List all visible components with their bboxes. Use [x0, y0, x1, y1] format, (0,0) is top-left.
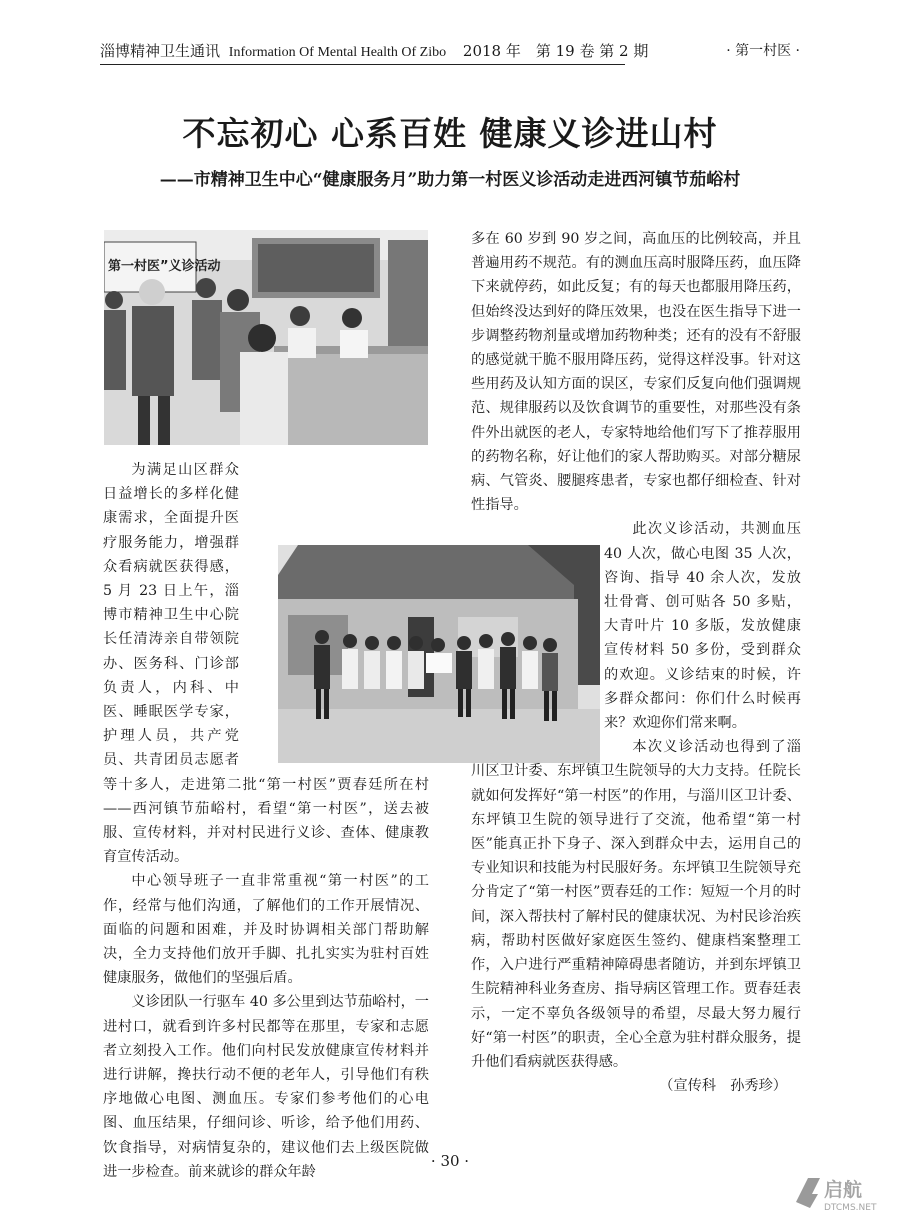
- photo2-wrap-space-right: [471, 517, 604, 757]
- paragraph-support: 本次义诊活动也得到了淄川区卫计委、东坪镇卫生院领导的大力支持。任院长就如何发挥好“第一村医”的作用，与淄川区卫计委、东坪镇卫生院的领导进行了交流，他希望“第一村医”能真正扑下身子、深入到群众中去，运用自己的专业知识和技能为村民服好务。东坪镇卫生院领导充分肯定了“第一村医”贾春廷的工作：短短一个月的时间，深入帮扶村了解村民的健康状况、为村民诊治疾病，帮助村医做好家庭医生签约、健康档案整理工作，入户进行严重精神障碍患者随访，并到东坪镇卫生院精神科业务查房、指导病区管理工作。贾春廷表示，一定不辜负各级领导的希望，尽最大努力履行好“第一村医”的职责，全心全意为驻村群众服务，提升他们看病就医获得感。: [471, 739, 801, 1070]
- photo2-wrap-space: [239, 458, 429, 764]
- article-title: 不忘初心 心系百姓 健康义诊进山村: [182, 114, 718, 153]
- article-subtitle: ——市精神卫生中心“健康服务月”助力第一村医义诊活动走进西河镇节茄峪村: [159, 170, 741, 190]
- paragraph-team: 义诊团队一行驱车 40 多公里到达节茄峪村，一进村口，就看到许多村民都等在那里，专家和志愿者立刻投入工作。他们向村民发放健康宣传材料并进行讲解，搀扶行动不便的老年人，引导他们有秩序地做心电图、测血压。专家们参考他们的心电图、血压结果，仔细问诊、听诊，给予他们用药、饮食指导，对病情复杂的，建议他们去上级医院做进一步检查。前来就诊的群众年龄: [103, 994, 429, 1180]
- paragraph-intro-text: 为满足山区群众日益增长的多样化健康需求，全面提升医疗服务能力，增强群众看病就医获得感，5 月 23 日上午，淄博市精神卫生中心院长任清涛亲自带领院办、医务科、门诊部负责人，内科、中医、睡眠医学专家，护理人员，共产党员、共青团员志愿者等十多人，走进第二批“第一村医”贾春廷所在村——西河镇节茄峪村，看望“第一村医”，送去被服、宣传材料，并对村民进行义诊、查体、健康教育宣传活动。: [103, 462, 429, 866]
- photo-banner-text: 第一村医”义诊活动: [108, 259, 221, 274]
- section-label: · 第一村医 ·: [726, 43, 800, 59]
- paragraph-statistics-text: 此次义诊活动，共测血压 40 人次，做心电图 35 人次，咨询、指导 40 余人次，发放壮骨膏、创可贴各 50 多贴，大青叶片 10 多版，发放健康宣传材料 50 多份，受到群众的欢迎。义诊结束的时候，许多群众都问：你们什么时候再来？欢迎你们常来啊。: [604, 521, 801, 732]
- paragraph-intro: [103, 458, 429, 869]
- watermark-logo-image: [790, 1172, 890, 1214]
- journal-title-en: Information Of Mental Health Of Zibo: [228, 45, 447, 60]
- left-column: [103, 458, 429, 1184]
- watermark-logo: [790, 1172, 890, 1214]
- page-number: · 30 ·: [430, 1152, 470, 1170]
- paragraph-leadership: 中心领导班子一直非常重视“第一村医”的工作，经常与他们沟通，了解他们的工作开展情况、面临的问题和困难，并及时协调相关部门帮助解决，全力支持他们放开手脚、扎扎实实为驻村百姓健康服务，做他们的坚强后盾。: [103, 873, 429, 987]
- photo-clinic-interior-image: [104, 230, 428, 445]
- journal-title: [100, 40, 648, 61]
- paragraph-continuation: 多在 60 岁到 90 岁之间，高血压的比例较高，并且普遍用药不规范。有的测血压高时服降压药，血压降下来就停药，如此反复；有的每天也都服用降压药，但始终没达到好的降压效果，也没在医生指导下进一步调整药物剂量或增加药物种类；还有的没有不舒服的感觉就干脆不服用降压药，觉得这样没事。针对这些用药及认知方面的误区，专家们反复向他们强调规范、规律服药以及饮食调节的重要性，对那些没有条件外出就医的老人，专家特地给他们写下了推荐服用的药物名称，好让他们的家人帮助购买。对部分糖尿病、气管炎、腰腿疼患者，专家也都仔细检查、针对性指导。: [471, 231, 801, 514]
- article-signature: （宣传科 孙秀珍）: [659, 1078, 787, 1095]
- paragraph-statistics: [471, 517, 801, 735]
- journal-title-cn: 淄博精神卫生通讯: [100, 42, 221, 60]
- right-column: [471, 227, 801, 1098]
- svg-text:启航: 启航: [824, 1179, 863, 1201]
- photo-clinic-interior: [104, 230, 428, 445]
- journal-issue: 2018 年 第 19 卷 第 2 期: [462, 42, 649, 60]
- running-header: [100, 40, 800, 62]
- header-rule: [100, 64, 625, 65]
- svg-text:DTCMS.NET: DTCMS.NET: [824, 1203, 877, 1213]
